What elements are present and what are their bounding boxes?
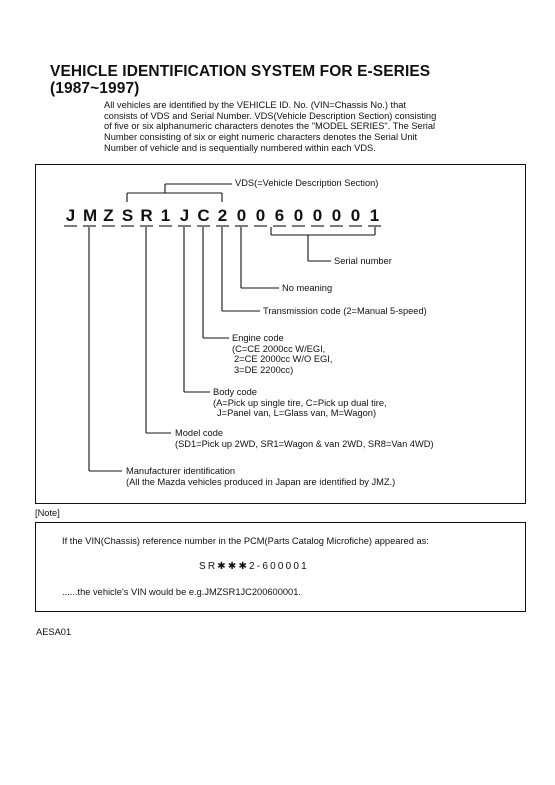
vin-char-7: J (179, 206, 190, 225)
vin-char-16: 0 (350, 206, 361, 225)
intro-line: Number consisting of six or eight numeric characters denotes the Serial Unit (104, 132, 418, 143)
model-code-line: (SD1=Pick up 2WD, SR1=Wagon & van 2WD, SR8=Van 4WD) (175, 438, 434, 449)
document-code: AESA01 (36, 627, 72, 637)
no-meaning-label: No meaning (282, 283, 333, 293)
vin-char-3: Z (103, 206, 114, 225)
engine-code-line: 2=CE 2000cc W/O EGI, (234, 354, 333, 365)
body-code-title: Body code (213, 387, 257, 397)
manufacturer-id-title: Manufacturer identification (126, 466, 236, 476)
vin-char-15: 0 (331, 206, 342, 225)
note-reference-number: SR✱✱✱2-600001 (199, 561, 309, 572)
note-tag: [Note] (35, 508, 60, 518)
vin-char-14: 0 (312, 206, 323, 225)
vin-char-9: 2 (217, 206, 228, 225)
intro-line: All vehicles are identified by the VEHICLE ID. No. (VIN=Chassis No.) that (104, 100, 407, 110)
serial-number-label: Serial number (334, 256, 392, 266)
vin-char-5: R (140, 206, 153, 225)
vin-char-12: 6 (274, 206, 285, 225)
page-title-line-1: VEHICLE IDENTIFICATION SYSTEM FOR E-SERIES (50, 63, 431, 80)
note-line-2: ......the vehicle's VIN would be e.g.JMZSR1JC200600001. (62, 587, 301, 597)
body-code-line: J=Panel van, L=Glass van, M=Wagon) (217, 408, 377, 419)
intro-line: consists of VDS and Serial Number. VDS(Vehicle Description Section) consisting (104, 110, 437, 121)
engine-code-title: Engine code (232, 333, 284, 343)
vin-char-10: 0 (236, 206, 247, 225)
note-line-1: If the VIN(Chassis) reference number in the PCM(Parts Catalog Microfiche) appeared as: (62, 536, 429, 546)
intro-paragraph (104, 100, 484, 154)
engine-code-line: (C=CE 2000cc W/EGI, (232, 343, 326, 354)
manufacturer-id-line: (All the Mazda vehicles produced in Japan are identified by JMZ.) (126, 476, 396, 487)
model-code-block (175, 428, 434, 449)
vin-char-4: S (121, 206, 134, 225)
vin-char-11: 0 (255, 206, 266, 225)
model-code-title: Model code (175, 428, 224, 438)
vin-char-6: 1 (160, 206, 171, 225)
vin-char-17: 1 (369, 206, 380, 225)
engine-code-block (232, 333, 332, 375)
vin-char-1: J (65, 206, 76, 225)
vin-char-2: M (83, 206, 98, 225)
vin-char-13: 0 (293, 206, 304, 225)
engine-code-line: 3=DE 2200cc) (234, 364, 294, 375)
body-code-block (213, 387, 387, 419)
body-code-line: (A=Pick up single tire, C=Pick up dual tire, (213, 397, 387, 408)
intro-line: Number of vehicle and is sequentially numbered within each VDS. (104, 142, 376, 153)
vin-char-8: C (197, 206, 210, 225)
page-title (50, 63, 430, 97)
vds-label: VDS(=Vehicle Description Section) (235, 178, 379, 188)
page-title-line-2: (1987~1997) (50, 80, 140, 97)
intro-line: of five or six alphanumeric characters denotes the "MODEL SERIES". The Serial (104, 121, 436, 132)
manufacturer-id-block (126, 466, 395, 487)
transmission-code-label: Transmission code (2=Manual 5-speed) (263, 306, 427, 316)
